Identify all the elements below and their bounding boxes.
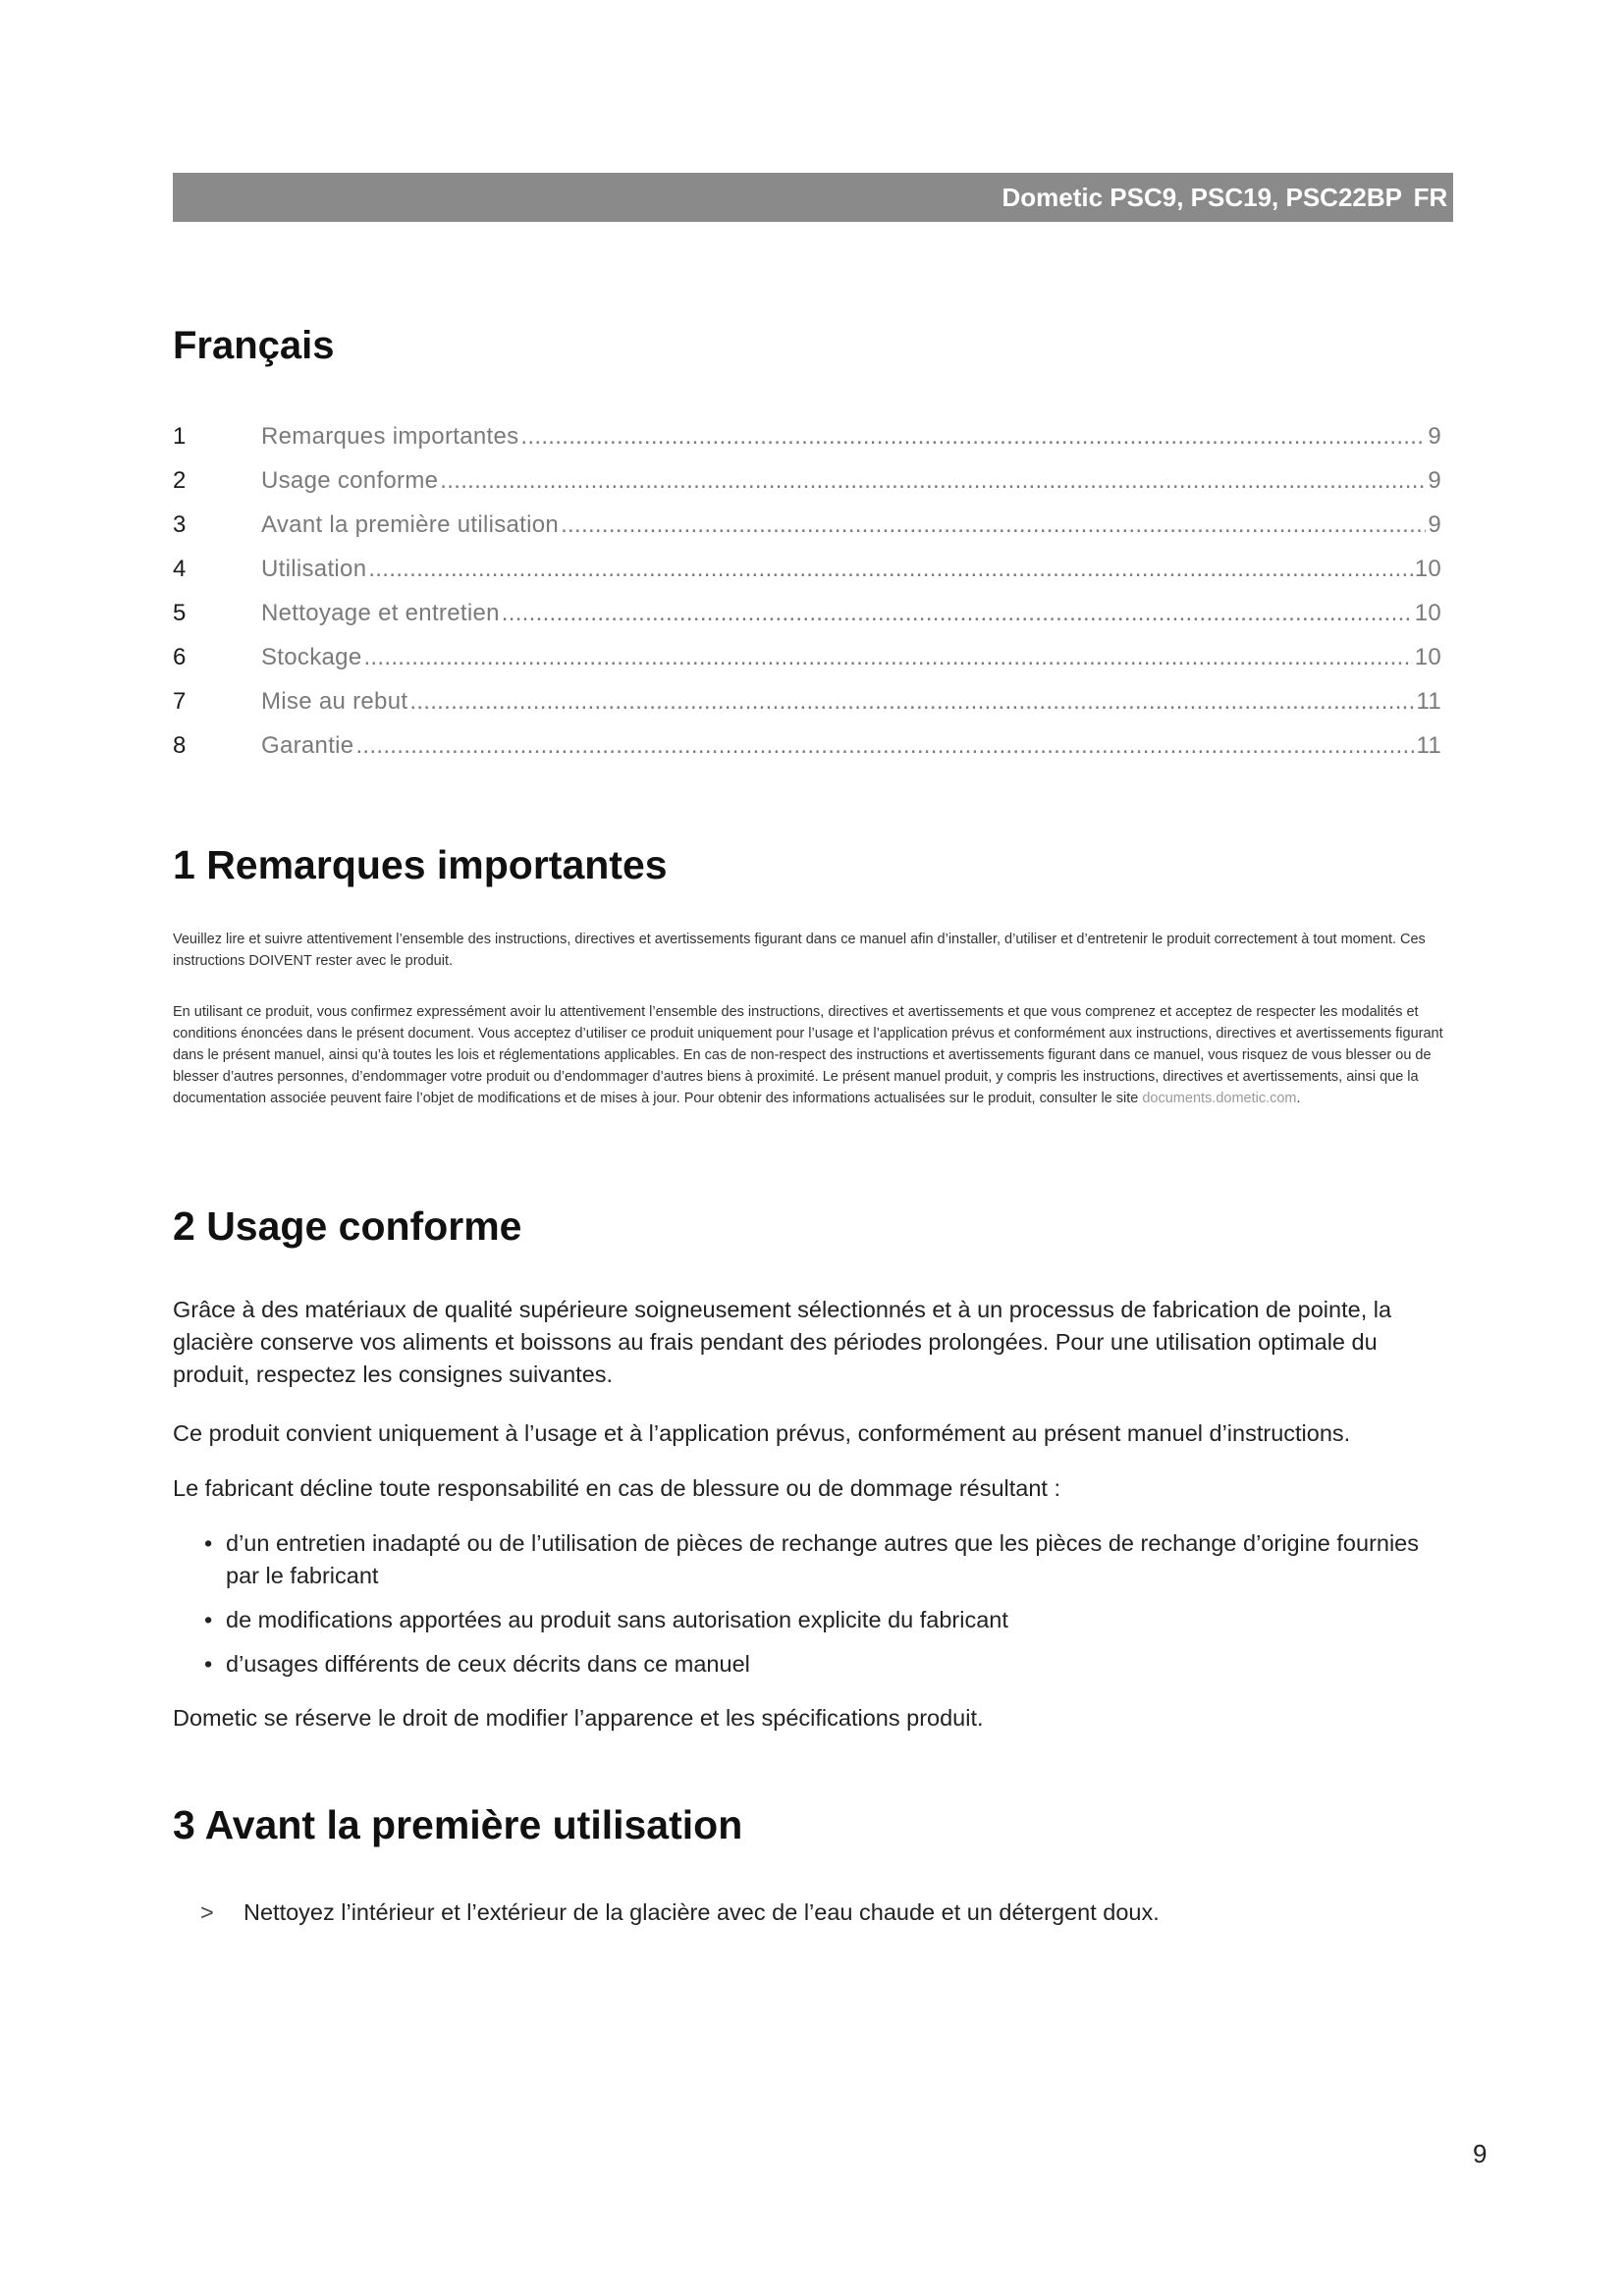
toc-leader bbox=[502, 597, 1413, 630]
section-heading-usage: 2 Usage conforme bbox=[173, 1203, 522, 1249]
section2-paragraph-2: Ce produit convient uniquement à l’usage et à l’application prévus, conformément au présent manuel d’instructions. bbox=[173, 1420, 1351, 1446]
toc-page: 10 bbox=[1414, 556, 1441, 582]
toc-page: 10 bbox=[1414, 600, 1441, 626]
toc-title: Garantie bbox=[261, 732, 354, 759]
toc-entry[interactable] bbox=[173, 464, 1449, 508]
toc-title: Mise au rebut bbox=[261, 688, 408, 715]
toc-number: 7 bbox=[173, 688, 187, 715]
toc-title: Stockage bbox=[261, 644, 362, 670]
section1-paragraph-1: Veuillez lire et suivre attentivement l’ensemble des instructions, directives et avertissements figurant dans ce manuel afin d’installer, d’utiliser et d’entretenir le produit correctement à tout moment. Ces instructions DOIVENT rester avec le produit. bbox=[173, 932, 1426, 969]
toc-leader bbox=[355, 729, 1414, 763]
toc-entry[interactable] bbox=[173, 597, 1449, 641]
toc-leader bbox=[440, 464, 1426, 498]
header-product-title: Dometic PSC9, PSC19, PSC22BP bbox=[1001, 183, 1402, 212]
toc-title: Remarques importantes bbox=[261, 423, 519, 450]
toc-title: Usage conforme bbox=[261, 467, 439, 494]
toc-leader bbox=[363, 641, 1412, 674]
toc-leader bbox=[409, 685, 1414, 719]
toc-entry[interactable] bbox=[173, 641, 1449, 685]
toc-number: 5 bbox=[173, 600, 187, 626]
step-text: Nettoyez l’intérieur et l’extérieur de la glacière avec de l’eau chaude et un détergent doux. bbox=[244, 1899, 1160, 1925]
toc-number: 2 bbox=[173, 467, 187, 494]
toc-page: 9 bbox=[1428, 423, 1441, 450]
section-heading-avant: 3 Avant la première utilisation bbox=[173, 1802, 743, 1847]
section1-paragraph-2-text: En utilisant ce produit, vous confirmez expressément avoir lu attentivement l’ensemble des instructions, directives et avertissements et que vous comprenez et acceptez de respecter les modalités et conditions énoncées dans le présent document. Vous acceptez d’utiliser ce produit uniquement pour l’usage et l’application prévus et conformément aux instructions, directives et avertissements figurant dans le présent manuel, ainsi qu’à toutes les lois et réglementations applicables. En cas de non-respect des instructions et avertissements figurant dans ce manuel, vous risquez de vous blesser ou de blesser d’autres personnes, d’endommager votre produit ou d’endommager d’autres biens à proximité. Le présent manuel produit, y compris les instructions, directives et avertissements, ainsi que la documentation associée peuvent faire l’objet de modifications et de mises à jour. Pour obtenir des informations actualisées sur le produit, consulter le site bbox=[173, 1004, 1443, 1106]
section2-paragraph-1: Grâce à des matériaux de qualité supérieure soigneusement sélectionnés et à un processus de fabrication de pointe, la glacière conserve vos aliments et boissons au frais pendant des périodes prolongées. Pour une utilisation optimale du produit, respectez les consignes suivantes. bbox=[173, 1297, 1392, 1387]
toc-page: 9 bbox=[1428, 467, 1441, 494]
toc-leader bbox=[561, 508, 1426, 542]
list-item-text: d’un entretien inadapté ou de l’utilisation de pièces de rechange autres que les pièces de rechange d’origine fournies par le fabricant bbox=[226, 1530, 1420, 1588]
header-language-badge: FR bbox=[1413, 183, 1448, 212]
liability-list bbox=[204, 1527, 1451, 1692]
toc-leader bbox=[368, 553, 1412, 586]
list-item bbox=[204, 1648, 1451, 1681]
bullet-icon: • bbox=[204, 1607, 213, 1632]
section2-paragraph-3: Le fabricant décline toute responsabilité en cas de blessure ou de dommage résultant : bbox=[173, 1475, 1061, 1501]
toc-entry[interactable] bbox=[173, 508, 1449, 553]
list-item-text: d’usages différents de ceux décrits dans ce manuel bbox=[226, 1651, 750, 1677]
toc-entry[interactable] bbox=[173, 553, 1449, 597]
page-number: 9 bbox=[1473, 2139, 1488, 2168]
list-item bbox=[204, 1604, 1451, 1636]
toc-number: 6 bbox=[173, 644, 187, 670]
toc-entry[interactable] bbox=[173, 729, 1449, 774]
table-of-contents bbox=[173, 420, 1449, 774]
toc-page: 11 bbox=[1416, 688, 1441, 715]
toc-number: 8 bbox=[173, 732, 187, 759]
toc-page: 9 bbox=[1428, 511, 1441, 538]
toc-page: 10 bbox=[1414, 644, 1441, 670]
toc-number: 4 bbox=[173, 556, 187, 582]
toc-leader bbox=[520, 420, 1426, 454]
toc-title: Nettoyage et entretien bbox=[261, 600, 500, 626]
toc-entry[interactable] bbox=[173, 420, 1449, 464]
toc-page: 11 bbox=[1416, 732, 1441, 759]
header-bar bbox=[173, 173, 1453, 222]
toc-title: Utilisation bbox=[261, 556, 367, 582]
toc-number: 3 bbox=[173, 511, 187, 538]
bullet-icon: • bbox=[204, 1651, 213, 1677]
documents-link[interactable]: documents.dometic.com bbox=[1142, 1091, 1297, 1106]
toc-entry[interactable] bbox=[173, 685, 1449, 729]
section1-paragraph-2-end: . bbox=[1296, 1091, 1301, 1106]
list-item bbox=[204, 1527, 1451, 1592]
bullet-icon: • bbox=[204, 1530, 213, 1556]
step-arrow-icon: > bbox=[200, 1899, 214, 1925]
section1-paragraph-2 bbox=[173, 1001, 1453, 1109]
toc-number: 1 bbox=[173, 423, 187, 450]
page-title: Français bbox=[173, 324, 335, 367]
list-item-text: de modifications apportées au produit sans autorisation explicite du fabricant bbox=[226, 1607, 1008, 1632]
toc-title: Avant la première utilisation bbox=[261, 511, 560, 538]
section-heading-remarques: 1 Remarques importantes bbox=[173, 842, 668, 887]
section2-paragraph-4: Dometic se réserve le droit de modifier l’apparence et les spécifications produit. bbox=[173, 1705, 984, 1731]
